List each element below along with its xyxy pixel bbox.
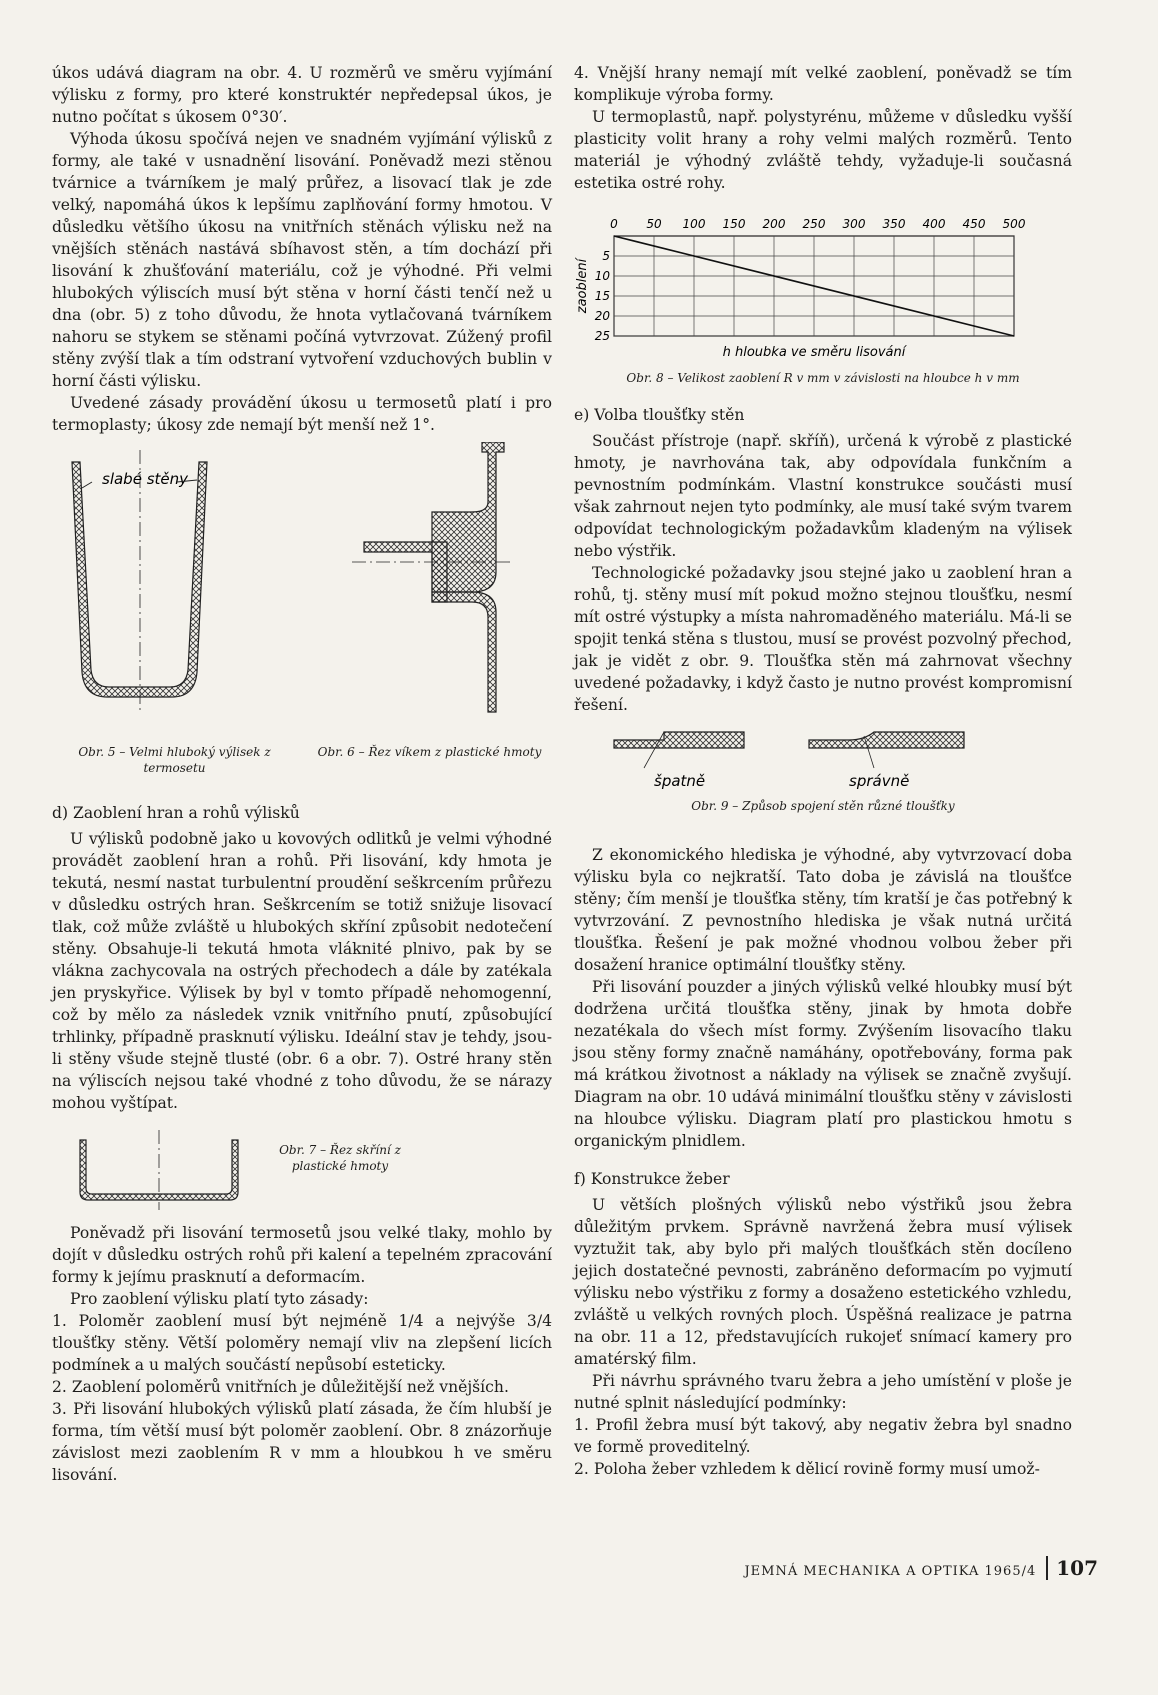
x-tick-label: 300 [842, 217, 866, 231]
paragraph: Uvedené zásady provádění úkosu u termosetů platí i pro termoplasty; úkosy zde nemají být menší než 1°. [52, 394, 552, 434]
paragraph: Technologické požadavky jsou stejné jako u zaoblení hran a rohů, tj. stěny musí mít pokud možno stejnou tloušťku, nesmí mít ostré výstupky a místa nahromaděného materiálu. Má-li se spojit tenká stěna s tlustou, musí se provést pozvolný přechod, jak je vidět z obr. 9. Tloušťka stěn má zahrnovat všechny uvedené požadavky, i když často je nutno provést kompromisní řešení. [574, 564, 1072, 714]
section-heading: e) Volba tloušťky stěn [574, 406, 745, 424]
list-item: 2. Poloha žeber vzhledem k dělicí rovině formy musí umož- [574, 1460, 1040, 1478]
x-tick-label: 500 [1002, 217, 1026, 231]
figure-8-chart [574, 208, 1072, 368]
paragraph: Pro zaoblení výlisku platí tyto zásady: [70, 1290, 369, 1308]
x-tick-label: 450 [962, 217, 986, 231]
fig6-caption: Obr. 6 – Řez víkem z plastické hmoty [317, 745, 542, 759]
paragraph: Při návrhu správného tvaru žebra a jeho umístění v ploše je nutné splnit následující podmínky: [574, 1372, 1072, 1412]
paragraph: U větších plošných výlisků nebo výstřiků jsou žebra důležitým prvkem. Správně navržená žebra musí výlisek vyztužit tak, aby bylo při malých tloušťkách stěn docíleno jejich dostatečné pevnosti, zabráněno deformacím po vyjmutí výlisku nebo výstřiku z formy a dosaženo estetického vzhledu, zvláště u velkých rovných ploch. Úspěšná realizace je patrna na obr. 11 a 12, představujících rukojeť snímací kamery pro amatérský film. [574, 1196, 1072, 1368]
right-column [574, 62, 1072, 1480]
fig7-drawing [52, 1130, 262, 1210]
x-tick-label: 50 [646, 217, 662, 231]
page-number: 107 [1046, 1556, 1098, 1580]
paragraph: Výhoda úkosu spočívá nejen ve snadném vyjímání výlisků z formy, ale také v usnadnění lisování. Poněvadž mezi stěnou tvárnice a tvárníkem je malý průřez, a lisovací tlak je zde velký, napomáhá úkos k lepšímu zaplňování formy hmotou. V důsledku většího úkosu na vnitřních stěnách výlisku než na vnějších stěnách nastává sbíhavost stěn, a tím dochází při lisování k zhušťování materiálu, což je výhodné. Při velmi hlubokých výliscích musí být stěna v horní části tenčí než u dna (obr. 5) z toho důvodu, že hnota vytlačovaná tvárníkem nahoru se stykem se stěnami počíná vytvrzovat. Zúžený profil stěny zvýší tlak a tím odstraní vytvoření vzduchových bublin v horní části výlisku. [52, 130, 552, 390]
paragraph: U termoplastů, např. polystyrénu, můžeme v důsledku vyšší plasticity volit hrany a rohy velmi malých rozměrů. Tento materiál je výhodný zvláště tehdy, vyžaduje-li současná estetika ostré rohy. [574, 108, 1072, 192]
list-item: 1. Poloměr zaoblení musí být nejméně 1/4 a nejvýše 3/4 tloušťky stěny. Větší poloměry nemají vliv na zlepšení licích podmínek a u malých součástí nepůsobí esteticky. [52, 1312, 552, 1374]
list-item: 2. Zaoblení poloměrů vnitřních je důležitější než vnějších. [52, 1378, 509, 1396]
x-tick-label: 250 [802, 217, 826, 231]
x-tick-label: 150 [722, 217, 746, 231]
fig7-caption: Obr. 7 – Řez skříní z plastické hmoty [279, 1143, 401, 1173]
x-tick-label: 350 [882, 217, 906, 231]
y-tick-label: 15 [594, 289, 610, 303]
paragraph: Součást přístroje (např. skříň), určená k výrobě z plastické hmoty, je navrhována tak, aby odpovídala funkčním a pevnostním podmínkám. Vlastní konstrukce součásti musí však zahrnout nejen tyto podmínky, ale musí také svým tvarem odpovídat technologickým požadavkům kladeným na výlisek nebo výstřik. [574, 432, 1072, 560]
fig9-caption: Obr. 9 – Způsob spojení stěn různé tloušťky [691, 799, 955, 813]
paragraph: Při lisování pouzder a jiných výlisků velké hloubky musí být dodržena určitá tloušťka stěny, jinak by hmota dobře nezatékala do všech míst formy. Zvýšením lisovacího tlaku jsou stěny formy značně namáhány, opotřebovány, forma pak má krátkou životnost a náklady na výlisek se značně zvyšují. Diagram na obr. 10 udává minimální tloušťku stěny v závislosti na hloubce výlisku. Diagram platí pro plastickou hmotu s organickým plnidlem. [574, 978, 1072, 1150]
fig8-caption: Obr. 8 – Velikost zaoblení R v mm v závislosti na hloubce h v mm [626, 371, 1020, 385]
x-tick-label: 400 [922, 217, 946, 231]
paragraph: úkos udává diagram na obr. 4. U rozměrů ve směru vyjímání výlisku z formy, pro které konstruktér nepředepsal úkos, je nutno počítat s úkosem 0°30′. [52, 64, 552, 126]
fig5-caption: Obr. 5 – Velmi hluboký výlisek z termosetu [78, 745, 271, 775]
fig9-good-label: správně [849, 772, 910, 790]
paragraph: U výlisků podobně jako u kovových odlitků je velmi výhodné provádět zaoblení hran a rohů. Při lisování, kdy hmota je tekutá, nesmí nastat turbulentní proudění seškrcením průřezu v důsledku ostrých hran. Seškrcením se totiž snižuje lisovací tlak, což může zvláště u hlubokých skříní způsobit nedotečení stěny. Obsahuje-li tekutá hmota vláknité plnivo, pak by se vlákna zachycovala na ostrých přechodech a dále by zatékala jen pryskyřice. Výlisek by byl v tomto případě nehomogenní, což by mělo za následek vznik vnitřního pnutí, způsobující trhlinky, případně prasknutí výlisku. Ideální stav je tehdy, jsou-li stěny všude stejně tlusté (obr. 6 a obr. 7). Ostré hrany stěn na výliscích nejsou také vhodné z toho důvodu, že se nárazy mohou vyštípat. [52, 830, 552, 1112]
y-tick-label: 10 [594, 269, 610, 283]
figure-9 [574, 728, 1072, 796]
x-tick-label: 100 [682, 217, 706, 231]
fig9-drawing [574, 728, 1072, 796]
fig5-label: slabé stěny [102, 470, 189, 488]
captions-5-6 [52, 744, 552, 776]
list-item: 4. Vnější hrany nemají mít velké zaoblení, poněvadž se tím komplikuje výroba formy. [574, 64, 1072, 104]
left-column [52, 62, 552, 1486]
y-tick-label: 5 [602, 249, 610, 263]
figures-5-6 [52, 442, 552, 742]
list-item: 3. Při lisování hlubokých výlisků platí zásada, že čím hlubší je forma, tím větší musí být poloměr zaoblení. Obr. 8 znázorňuje závislost mezi zaoblením R v mm a hloubkou h ve směru lisování. [52, 1400, 552, 1484]
list-item: 1. Profil žebra musí být takový, aby negativ žebra byl snadno ve formě proveditelný. [574, 1416, 1072, 1456]
x-axis-label: h hloubka ve směru lisování [722, 345, 906, 360]
fig9-bad-label: špatně [654, 772, 706, 790]
x-tick-label: 200 [762, 217, 786, 231]
y-tick-label: 25 [594, 329, 610, 343]
journal-name: JEMNÁ MECHANIKA A OPTIKA 1965/4 [744, 1564, 1037, 1579]
page-footer [744, 1556, 1098, 1580]
paragraph: Z ekonomického hlediska je výhodné, aby vytvrzovací doba výlisku byla co nejkratší. Tato doba je závislá na tloušťce stěny; čím menší je tloušťka stěny, tím kratší je čas potřebný k vytvrzování. Z pevnostního hlediska je však nutná určitá tloušťka. Řešení je pak možné vhodnou volbou žeber při dosažení hranice optimální tloušťky stěny. [574, 846, 1072, 974]
x-tick-label: 0 [610, 217, 618, 231]
figure-7 [52, 1130, 552, 1210]
fig8-chart [574, 208, 1072, 368]
figures-5-6-drawing [52, 442, 552, 742]
section-heading: f) Konstrukce žeber [574, 1170, 730, 1188]
y-axis-label: zaoblení [575, 258, 590, 314]
section-heading: d) Zaoblení hran a rohů výlisků [52, 804, 300, 822]
y-tick-label: 20 [594, 309, 610, 323]
paragraph: Poněvadž při lisování termosetů jsou velké tlaky, mohlo by dojít v důsledku ostrých rohů při kalení a tepelném zpracování formy k jejímu prasknutí a deformacím. [52, 1224, 552, 1286]
